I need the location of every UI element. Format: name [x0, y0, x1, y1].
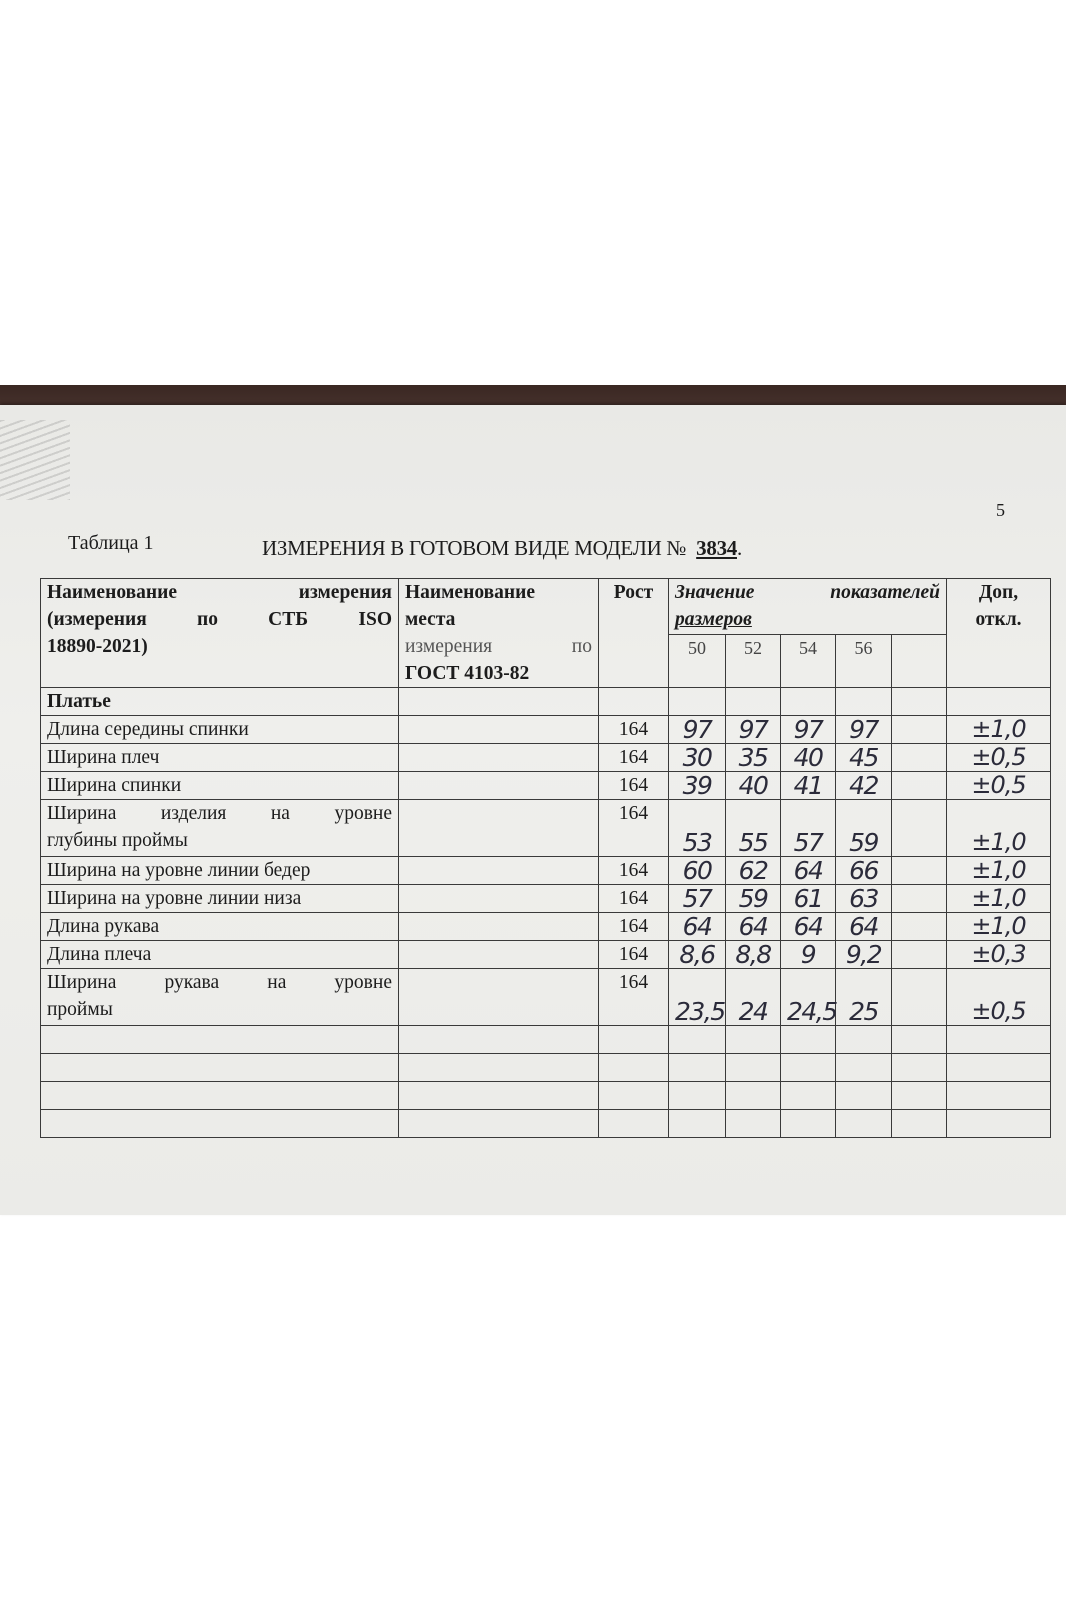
height-value: 164 — [599, 716, 669, 744]
size-value: 55 — [726, 800, 781, 857]
tolerance-value: ±0,3 — [947, 941, 1051, 969]
measurement-name: Длина середины спинки — [41, 716, 399, 744]
size-value: 24,5 — [781, 969, 836, 1026]
category-name: Платье — [41, 688, 399, 716]
size-value: 64 — [781, 913, 836, 941]
size-header: 56 — [836, 635, 892, 688]
size-header — [892, 635, 947, 688]
table-row — [41, 941, 1051, 969]
size-value: 61 — [781, 885, 836, 913]
size-value: 97 — [726, 716, 781, 744]
height-value: 164 — [599, 744, 669, 772]
measurements-table — [40, 578, 1051, 1138]
category-row — [41, 688, 1051, 716]
table-row — [41, 800, 1051, 857]
height-value: 164 — [599, 913, 669, 941]
size-value: 64 — [669, 913, 726, 941]
header-size-values: Значение показателей размеров — [669, 579, 947, 635]
size-value: 64 — [726, 913, 781, 941]
size-value: 8,8 — [726, 941, 781, 969]
measurement-name: Ширина на уровне линии низа — [41, 885, 399, 913]
tolerance-value: ±1,0 — [947, 716, 1051, 744]
empty-row — [41, 1082, 1051, 1110]
size-value: 8,6 — [669, 941, 726, 969]
size-value: 30 — [669, 744, 726, 772]
size-value: 9 — [781, 941, 836, 969]
height-value: 164 — [599, 941, 669, 969]
size-value: 40 — [781, 744, 836, 772]
size-header: 54 — [781, 635, 836, 688]
size-value: 57 — [781, 800, 836, 857]
size-header: 50 — [669, 635, 726, 688]
size-value: 59 — [836, 800, 892, 857]
size-value: 23,5 — [669, 969, 726, 1026]
table-row — [41, 857, 1051, 885]
size-value: 97 — [781, 716, 836, 744]
table-title — [262, 536, 742, 561]
size-value: 64 — [781, 857, 836, 885]
table-row — [41, 969, 1051, 1026]
header-measurement-name: Наименование измерения (измерения по СТБ ISO 18890-2021) — [41, 579, 399, 688]
header-height: Рост — [599, 579, 669, 688]
table-row — [41, 772, 1051, 800]
size-value: 97 — [669, 716, 726, 744]
measurement-name: Ширина плеч — [41, 744, 399, 772]
size-header: 52 — [726, 635, 781, 688]
height-value: 164 — [599, 885, 669, 913]
tolerance-value: ±1,0 — [947, 857, 1051, 885]
table-row — [41, 913, 1051, 941]
tolerance-value: ±1,0 — [947, 913, 1051, 941]
measurement-name: Длина плеча — [41, 941, 399, 969]
table-row — [41, 716, 1051, 744]
size-value: 25 — [836, 969, 892, 1026]
measurement-name: Ширина спинки — [41, 772, 399, 800]
size-value: 40 — [726, 772, 781, 800]
measurement-name: Длина рукава — [41, 913, 399, 941]
tolerance-value: ±1,0 — [947, 885, 1051, 913]
measurement-name: Ширина изделия на уровне глубины проймы — [41, 800, 399, 857]
size-value: 60 — [669, 857, 726, 885]
pencil-mark — [0, 420, 70, 500]
size-value: 39 — [669, 772, 726, 800]
height-value: 164 — [599, 969, 669, 1026]
empty-row — [41, 1054, 1051, 1082]
size-value: 97 — [836, 716, 892, 744]
page-number: 5 — [996, 500, 1005, 520]
title-text: ИЗМЕРЕНИЯ В ГОТОВОМ ВИДЕ МОДЕЛИ № — [262, 536, 687, 560]
table-row — [41, 744, 1051, 772]
empty-row — [41, 1026, 1051, 1054]
title-suffix: . — [736, 536, 742, 560]
size-value: 24 — [726, 969, 781, 1026]
header-measurement-place: Наименование места измерения по ГОСТ 4103-82 — [399, 579, 599, 688]
size-value: 9,2 — [836, 941, 892, 969]
size-value: 62 — [726, 857, 781, 885]
height-value: 164 — [599, 857, 669, 885]
size-value: 53 — [669, 800, 726, 857]
size-value: 42 — [836, 772, 892, 800]
header-tolerance: Доп, откл. — [947, 579, 1051, 688]
measurement-name: Ширина на уровне линии бедер — [41, 857, 399, 885]
model-number: 3834 — [696, 536, 737, 560]
size-value: 63 — [836, 885, 892, 913]
height-value: 164 — [599, 772, 669, 800]
size-value: 41 — [781, 772, 836, 800]
table-label: Таблица 1 — [68, 532, 154, 554]
size-value: 45 — [836, 744, 892, 772]
measurement-name: Ширина рукава на уровне проймы — [41, 969, 399, 1026]
empty-row — [41, 1110, 1051, 1138]
size-value: 59 — [726, 885, 781, 913]
height-value: 164 — [599, 800, 669, 857]
table-row — [41, 885, 1051, 913]
tolerance-value: ±0,5 — [947, 744, 1051, 772]
size-value: 64 — [836, 913, 892, 941]
tolerance-value: ±0,5 — [947, 772, 1051, 800]
size-value: 35 — [726, 744, 781, 772]
tolerance-value: ±0,5 — [947, 969, 1051, 1026]
tolerance-value: ±1,0 — [947, 800, 1051, 857]
size-value: 66 — [836, 857, 892, 885]
size-value: 57 — [669, 885, 726, 913]
